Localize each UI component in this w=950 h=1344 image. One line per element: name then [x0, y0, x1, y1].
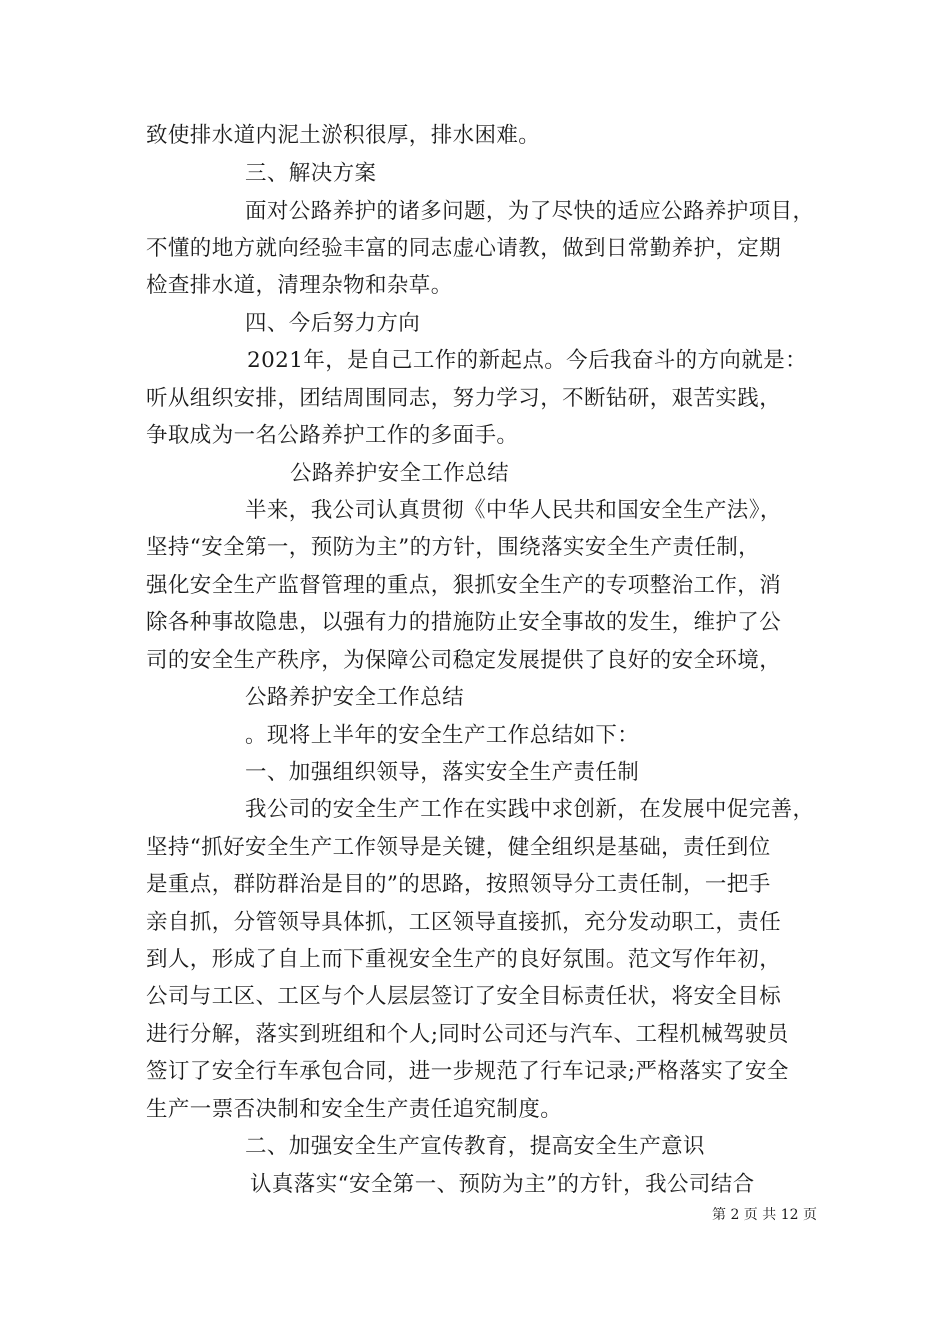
text-line: 进行分解，落实到班组和个人;同时公司还与汽车、工程机械驾驶员: [146, 1022, 789, 1047]
text-line: 是重点，群防群治是目的”的思路，按照领导分工责任制，一把手: [146, 872, 771, 897]
text-line: 到人，形成了自上而下重视安全生产的良好氛围。范文写作年初，: [146, 947, 782, 972]
text-line: 亲自抓，分管领导具体抓，工区领导直接抓，充分发动职工，责任: [146, 910, 782, 935]
text-line: 除各种事故隐患，以强有力的措施防止安全事故的发生，维护了公: [146, 610, 782, 635]
section-heading: 四、今后努力方向: [245, 311, 421, 336]
text-line: 争取成为一名公路养护工作的多面手。: [146, 423, 519, 448]
section-heading: 三、解决方案: [245, 161, 377, 186]
text-line: 致使排水道内泥土淤积很厚，排水困难。: [146, 123, 541, 148]
text-line: 强化安全生产监督管理的重点，狠抓安全生产的专项整治工作，消: [146, 573, 782, 598]
document-title: 公路养护安全工作总结: [290, 461, 510, 486]
text-line: 半来，我公司认真贯彻《中华人民共和国安全生产法》，: [245, 498, 782, 523]
section-heading: 公路养护安全工作总结: [245, 685, 465, 710]
text-line: 坚持“抓好安全生产工作领导是关键，健全组织是基础，责任到位: [146, 835, 771, 860]
text-line: 不懂的地方就向经验丰富的同志虚心请教，做到日常勤养护，定期: [146, 236, 782, 261]
section-heading: 一、加强组织领导，落实安全生产责任制: [245, 760, 640, 785]
text-line: 面对公路养护的诸多问题，为了尽快的适应公路养护项目，: [245, 199, 815, 224]
text-line: 公司与工区、工区与个人层层签订了安全目标责任状，将安全目标: [146, 984, 782, 1009]
text-line: 听从组织安排，团结周围同志，努力学习，不断钻研，艰苦实践，: [146, 386, 782, 411]
text-line: 检查排水道，清理杂物和杂草。: [146, 273, 453, 298]
text-line: 坚持“安全第一，预防为主”的方针，围绕落实安全生产责任制，: [146, 535, 761, 560]
page-number: 第 2 页 共 12 页: [712, 1207, 817, 1223]
text-line: 生产一票否决制和安全生产责任追究制度。: [146, 1097, 563, 1122]
text-line: 司的安全生产秩序，为保障公司稳定发展提供了良好的安全环境，: [146, 648, 782, 673]
text-line: 签订了安全行车承包合同，进一步规范了行车记录;严格落实了安全: [146, 1059, 789, 1084]
text-line: 。现将上半年的安全生产工作总结如下：: [245, 723, 640, 748]
section-heading: 二、加强安全生产宣传教育，提高安全生产意识: [245, 1134, 705, 1159]
text-line: 2021年，是自己工作的新起点。今后我奋斗的方向就是：: [247, 348, 808, 373]
text-line: 认真落实“安全第一、预防为主”的方针，我公司结合: [250, 1172, 755, 1197]
text-line: 我公司的安全生产工作在实践中求创新，在发展中促完善，: [245, 797, 815, 822]
